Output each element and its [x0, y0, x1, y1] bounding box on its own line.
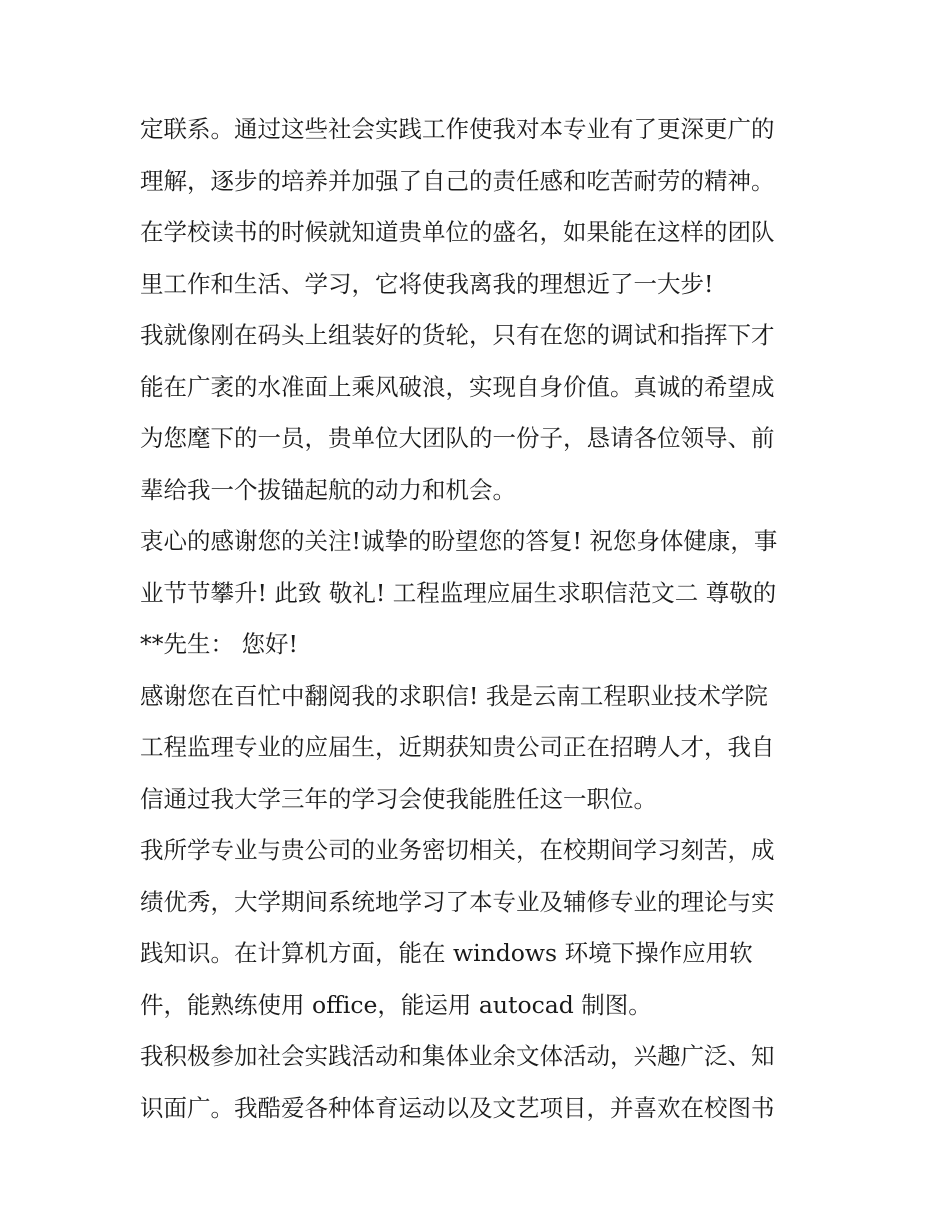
text-line: 信通过我大学三年的学习会使我能胜任这一职位。 — [140, 784, 657, 813]
text-line: 感谢您在百忙中翻阅我的求职信! 我是云南工程职业技术学院 — [140, 681, 768, 710]
text-line: 能在广袤的水准面上乘风破浪，实现自身价值。真诚的希望成 — [140, 372, 775, 401]
text-line: 定联系。通过这些社会实践工作使我对本专业有了更深更广的 — [140, 115, 775, 143]
text-line: 衷心的感谢您的关注!诚挚的盼望您的答复! 祝您身体健康，事 — [140, 527, 778, 555]
text-line: 辈给我一个拔锚起航的动力和机会。 — [140, 475, 516, 504]
text-line: 工程监理专业的应届生，近期获知贵公司正在招聘人才，我自 — [140, 733, 775, 761]
text-line: **先生： 您好! — [140, 630, 298, 658]
text-line: 我所学专业与贵公司的业务密切相关，在校期间学习刻苦，成 — [140, 836, 775, 864]
text-line: 践知识。在计算机方面，能在 windows 环境下操作应用软 — [140, 939, 753, 967]
text-line: 里工作和生活、学习，它将使我离我的理想近了一大步! — [140, 269, 714, 298]
text-line: 在学校读书的时候就知道贵单位的盛名，如果能在这样的团队 — [140, 218, 775, 246]
text-line: 为您麾下的一员，贵单位大团队的一份子，恳请各位领导、前 — [140, 424, 775, 452]
text-line: 件，能熟练使用 office，能运用 autocad 制图。 — [140, 990, 652, 1019]
text-line: 业节节攀升! 此致 敬礼! 工程监理应届生求职信范文二 尊敬的 — [140, 578, 777, 607]
text-line: 理解，逐步的培养并加强了自己的责任感和吃苦耐劳的精神。 — [140, 166, 775, 195]
text-line: 我就像刚在码头上组装好的货轮，只有在您的调试和指挥下才 — [140, 321, 775, 349]
text-line: 识面广。我酷爱各种体育运动以及文艺项目，并喜欢在校图书 — [140, 1093, 775, 1122]
text-line: 我积极参加社会实践活动和集体业余文体活动，兴趣广泛、知 — [140, 1042, 775, 1070]
text-line: 绩优秀，大学期间系统地学习了本专业及辅修专业的理论与实 — [140, 887, 775, 916]
document-body — [140, 104, 820, 1134]
